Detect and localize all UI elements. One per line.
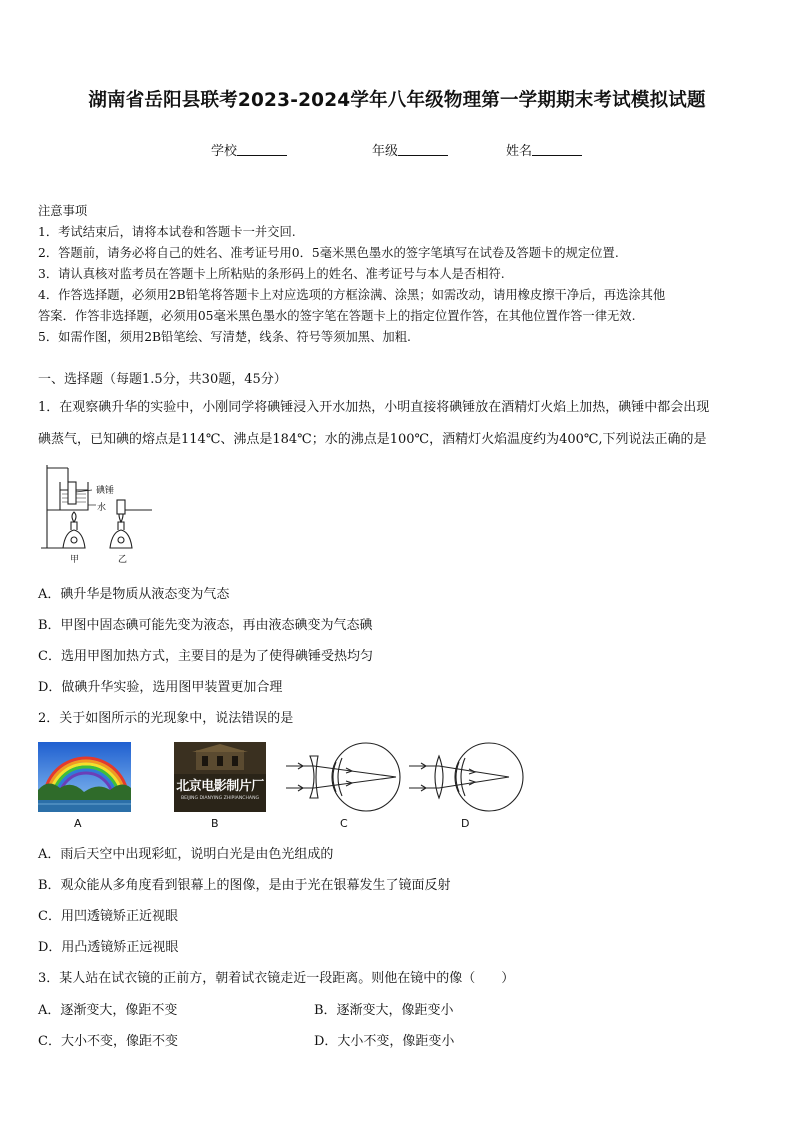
iodine-apparatus-figure bbox=[38, 460, 158, 568]
note-item: 2．答题前，请务必将自己的姓名、准考证号用0．5毫米黑色墨水的签字笔填写在试卷及答题卡的规定位置. bbox=[38, 246, 619, 260]
note-item: 1．考试结束后，请将本试卷和答题卡一并交回. bbox=[38, 225, 296, 239]
q3-option-b[interactable]: B．逐渐变大，像距变小 bbox=[314, 1003, 454, 1018]
q1-option-c[interactable]: C．选用甲图加热方式，主要目的是为了使得碘锤受热均匀 bbox=[38, 649, 373, 664]
name-field[interactable]: 姓名 bbox=[506, 140, 582, 159]
q2-stem: 2．关于如图所示的光现象中，说法错误的是 bbox=[38, 711, 294, 726]
caption-a: A bbox=[74, 817, 82, 830]
q3-option-c[interactable]: C．大小不变，像距不变 bbox=[38, 1034, 178, 1049]
concave-lens-eye-diagram bbox=[284, 738, 402, 816]
q1-option-a[interactable]: A．碘升华是物质从液态变为气态 bbox=[38, 587, 230, 602]
caption-c: C bbox=[340, 817, 348, 830]
q2-option-d[interactable]: D．用凸透镜矫正远视眼 bbox=[38, 940, 179, 955]
school-field[interactable]: 学校 bbox=[211, 140, 287, 159]
q3-stem: 3．某人站在试衣镜的正前方，朝着试衣镜走近一段距离。则他在镜中的像（ ） bbox=[38, 971, 515, 986]
q1-option-b[interactable]: B．甲图中固态碘可能先变为液态，再由液态碘变为气态碘 bbox=[38, 618, 373, 633]
q2-option-b[interactable]: B．观众能从多角度看到银幕上的图像，是由于光在银幕发生了镜面反射 bbox=[38, 878, 451, 893]
water-label: 水 bbox=[97, 503, 107, 513]
q2-option-a[interactable]: A．雨后天空中出现彩虹，说明白光是由色光组成的 bbox=[38, 847, 334, 862]
rainbow-image bbox=[38, 742, 131, 812]
note-item: 5．如需作图，须用2B铅笔绘、写清楚，线条、符号等须加黑、加粗. bbox=[38, 330, 411, 344]
grade-field[interactable]: 年级 bbox=[372, 140, 448, 159]
figure-yi-label: 乙 bbox=[118, 555, 128, 565]
film-studio-image bbox=[174, 742, 266, 812]
q2-option-c[interactable]: C．用凹透镜矫正近视眼 bbox=[38, 909, 178, 924]
caption-d: D bbox=[461, 817, 470, 830]
figure-jia-label: 甲 bbox=[70, 555, 80, 565]
studio-sign-pinyin: BEIJING DIANYING ZHIPIANCHANG bbox=[180, 796, 260, 801]
notes-heading: 注意事项 bbox=[38, 204, 88, 218]
q3-option-a[interactable]: A．逐渐变大，像距不变 bbox=[38, 1003, 178, 1018]
note-item: 4．作答选择题，必须用2B铅笔将答题卡上对应选项的方框涂满、涂黑；如需改动，请用橡皮擦干净后，再选涂其他 bbox=[38, 288, 666, 302]
q1-stem-line2: 碘蒸气，已知碘的熔点是114℃、沸点是184℃；水的沸点是100℃，酒精灯火焰温度约为400℃,下列说法正确的是 bbox=[38, 432, 707, 447]
section-heading: 一、选择题（每题1.5分，共30题，45分） bbox=[38, 372, 287, 387]
q1-stem-line1: 1．在观察碘升华的实验中，小刚同学将碘锤浸入开水加热，小明直接将碘锤放在酒精灯火焰上加热，碘锤中都会出现 bbox=[38, 400, 710, 415]
convex-lens-eye-diagram bbox=[407, 738, 525, 816]
note-item: 3．请认真核对监考员在答题卡上所粘贴的条形码上的姓名、准考证号与本人是否相符. bbox=[38, 267, 505, 281]
page-title: 湖南省岳阳县联考2023-2024学年八年级物理第一学期期末考试模拟试题 bbox=[88, 90, 706, 111]
caption-b: B bbox=[211, 817, 219, 830]
q3-option-d[interactable]: D．大小不变，像距变小 bbox=[314, 1034, 455, 1049]
note-item: 答案．作答非选择题，必须用05毫米黑色墨水的签字笔在答题卡上的指定位置作答，在其他位置作答一律无效. bbox=[38, 309, 636, 323]
iodine-hammer-label: 碘锤 bbox=[96, 486, 115, 496]
q1-option-d[interactable]: D．做碘升华实验，选用图甲装置更加合理 bbox=[38, 680, 283, 695]
gate-building-icon bbox=[174, 742, 266, 774]
studio-sign-text: 北京电影制片厂 bbox=[176, 779, 264, 794]
